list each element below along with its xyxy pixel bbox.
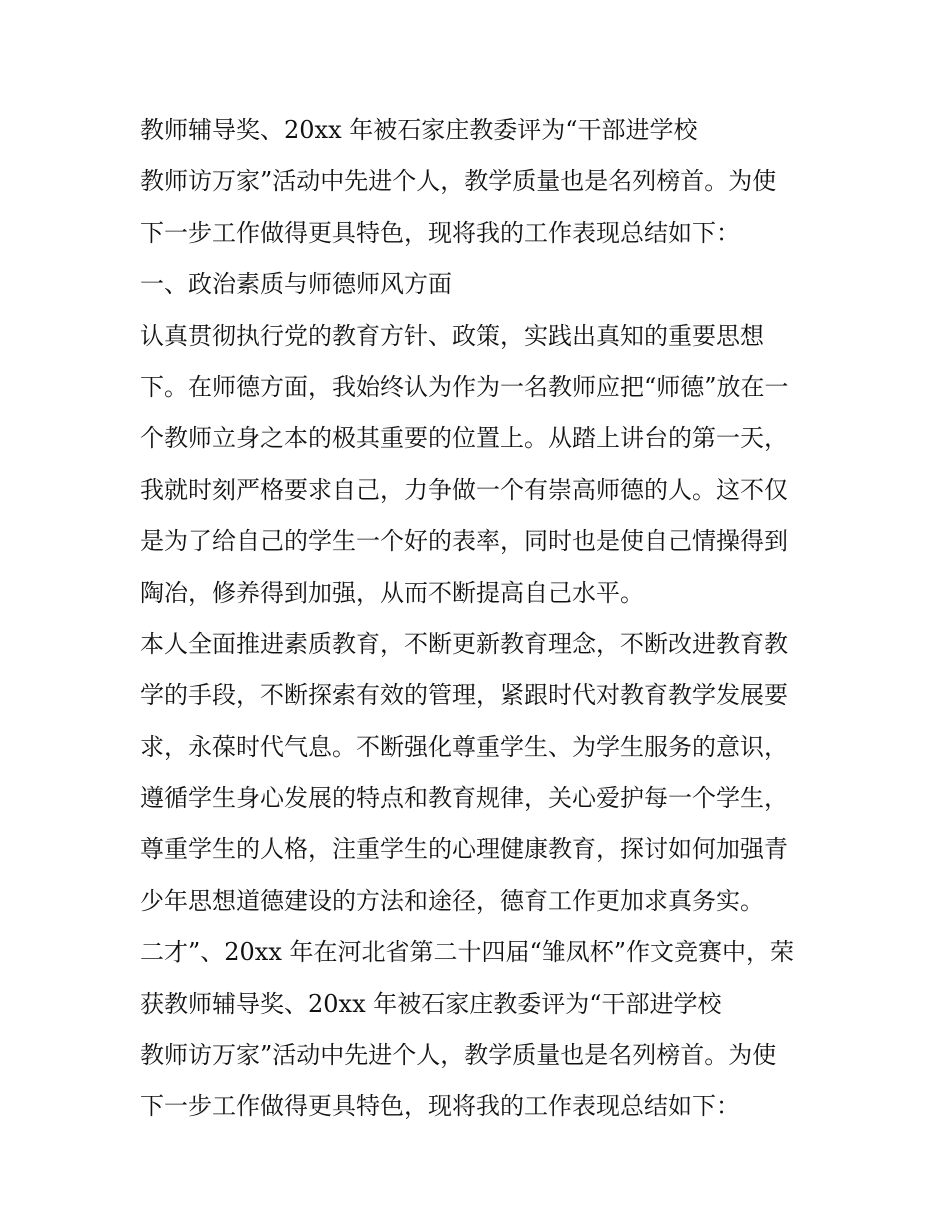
text-line: 求，永葆时代气息。不断强化尊重学生、为学生服务的意识， <box>140 732 788 761</box>
text-line: 教师访万家”活动中先进个人，教学质量也是名列榜首。为使 <box>140 167 777 196</box>
text-line: 学的手段，不断探索有效的管理，紧跟时代对教育教学发展要 <box>140 681 788 710</box>
text-line: 认真贯彻执行党的教育方针、政策，实践出真知的重要思想 <box>140 321 764 350</box>
section-heading: 一、政治素质与师德师风方面 <box>140 270 452 299</box>
text-line: 少年思想道德建设的方法和途径，德育工作更加求真务实。 <box>140 886 764 915</box>
text-line: 陶冶，修养得到加强，从而不断提高自己水平。 <box>140 578 644 607</box>
text-line: 二才”、20xx 年在河北省第二十四届“雏凤杯”作文竞赛中，荣 <box>140 938 795 967</box>
text-line: 获教师辅导奖、20xx 年被石家庄教委评为“干部进学校 <box>140 989 722 1018</box>
text-line: 我就时刻严格要求自己，力争做一个有崇高师德的人。这不仅 <box>140 475 788 504</box>
document-body <box>140 108 840 1136</box>
text-line: 教师访万家”活动中先进个人，教学质量也是名列榜首。为使 <box>140 1041 777 1070</box>
text-line: 本人全面推进素质教育，不断更新教育理念，不断改进教育教 <box>140 629 788 658</box>
text-line: 是为了给自己的学生一个好的表率，同时也是使自己情操得到 <box>140 527 788 556</box>
text-line: 个教师立身之本的极其重要的位置上。从踏上讲台的第一天， <box>140 424 788 453</box>
text-line: 遵循学生身心发展的特点和教育规律，关心爱护每一个学生， <box>140 784 788 813</box>
text-line: 下。在师德方面，我始终认为作为一名教师应把“师德”放在一 <box>140 372 789 401</box>
text-line: 教师辅导奖、20xx 年被石家庄教委评为“干部进学校 <box>140 116 698 144</box>
text-line: 尊重学生的人格，注重学生的心理健康教育，探讨如何加强青 <box>140 835 788 864</box>
text-line: 下一步工作做得更具特色，现将我的工作表现总结如下： <box>140 218 740 247</box>
text-line: 下一步工作做得更具特色，现将我的工作表现总结如下： <box>140 1092 740 1121</box>
